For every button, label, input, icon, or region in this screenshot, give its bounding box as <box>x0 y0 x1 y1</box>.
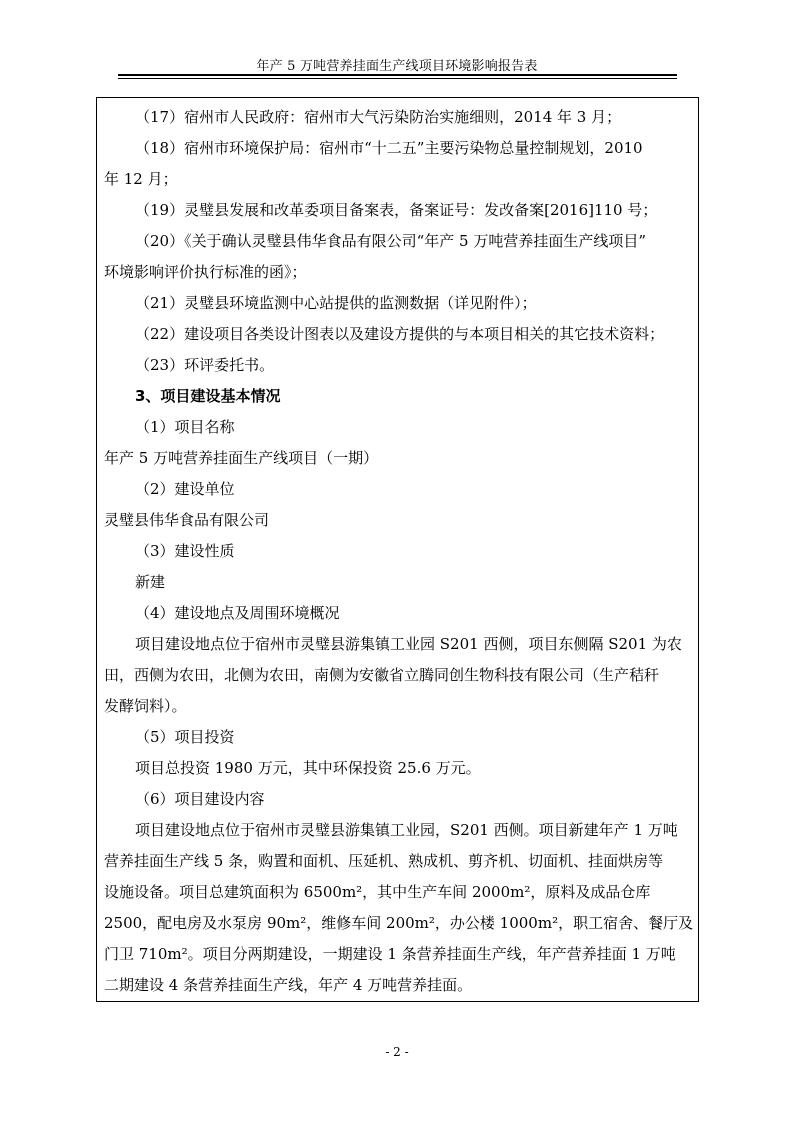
text-line-s6e: 门卫 710m²。项目分两期建设，一期建设 1 条营养挂面生产线，年产营养挂面 1 万吨 <box>104 945 676 963</box>
text-line-ref20b: 环境影响评价执行标准的函》； <box>104 263 307 281</box>
text-line-ref21: （21）灵璧县环境监测中心站提供的监测数据（详见附件）； <box>135 294 537 312</box>
text-line-s6f: 二期建设 4 条营养挂面生产线，年产 4 万吨营养挂面。 <box>104 976 473 994</box>
text-line-ref20a: （20）《关于确认灵璧县伟华食品有限公司“年产 5 万吨营养挂面生产线项目” <box>135 232 647 250</box>
text-line-s3h: （3）建设性质 <box>135 542 235 560</box>
text-line-s5h: （5）项目投资 <box>135 728 235 746</box>
text-line-ref18b: 年 12 月； <box>104 170 178 188</box>
text-line-s4a: 项目建设地点位于宿州市灵璧县游集镇工业园 S201 西侧，项目东侧隔 S201 为农 <box>135 635 682 653</box>
text-line-s6b: 营养挂面生产线 5 条，购置和面机、压延机、熟成机、剪齐机、切面机、挂面烘房等 <box>104 852 664 870</box>
text-line-s6d: 2500，配电房及水泵房 90m²，维修车间 200m²，办公楼 1000m²，职工宿舍、餐厅及 <box>104 914 694 932</box>
text-line-s4b: 田，西侧为农田，北侧为农田，南侧为安徽省立腾同创生物科技有限公司（生产秸秆 <box>104 666 660 684</box>
page-number: - 2 - <box>385 1045 409 1059</box>
text-line-s6a: 项目建设地点位于宿州市灵璧县游集镇工业园，S201 西侧。项目新建年产 1 万吨 <box>135 821 678 839</box>
text-line-s2v: 灵璧县伟华食品有限公司 <box>104 511 270 529</box>
text-line-s1v: 年产 5 万吨营养挂面生产线项目（一期） <box>104 449 379 467</box>
text-line-ref18a: （18）宿州市环境保护局：宿州市“十二五”主要污染物总量控制规划，2010 <box>135 139 643 157</box>
header-rule-thin <box>118 78 677 79</box>
text-line-sec3: 3、项目建设基本情况 <box>135 387 281 405</box>
text-line-s6h: （6）项目建设内容 <box>135 790 265 808</box>
header-rule-thick <box>118 74 677 76</box>
text-line-s5v: 项目总投资 1980 万元，其中环保投资 25.6 万元。 <box>135 759 481 777</box>
document-body <box>104 102 694 1001</box>
text-line-ref22: （22）建设项目各类设计图表以及建设方提供的与本项目相关的其它技术资料； <box>135 325 665 343</box>
text-line-ref23: （23）环评委托书。 <box>135 356 275 374</box>
text-line-ref17: （17）宿州市人民政府：宿州市大气污染防治实施细则，2014 年 3 月； <box>135 108 622 126</box>
text-line-s3v: 新建 <box>135 573 166 591</box>
page-header-title: 年产 5 万吨营养挂面生产线项目环境影响报告表 <box>256 59 538 74</box>
text-line-s4h: （4）建设地点及周围环境概况 <box>135 604 340 622</box>
text-line-s1h: （1）项目名称 <box>135 418 235 436</box>
text-line-ref19: （19）灵璧县发展和改革委项目备案表，备案证号：发改备案[2016]110 号； <box>135 201 658 219</box>
text-line-s4c: 发酵饲料）。 <box>104 697 187 715</box>
text-line-s2h: （2）建设单位 <box>135 480 235 498</box>
text-line-s6c: 设施设备。项目总建筑面积为 6500m²，其中生产车间 2000m²，原料及成品仓库 <box>104 883 651 901</box>
